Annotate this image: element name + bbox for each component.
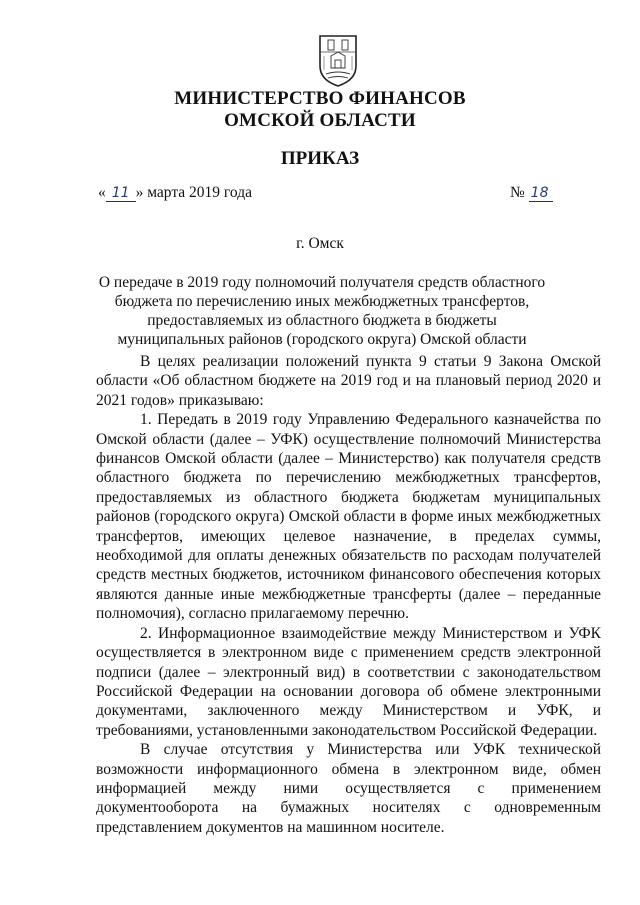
body-paragraph: В случае отсутствия у Министерства или УФК технической возможности информационного обмена в электронном виде, обмен информацией между ними осуществляется с применением документооборота на бумажных носителях с одновременным представлением документов на машинном носителе. <box>96 741 601 836</box>
document-body <box>96 352 601 837</box>
ministry-name-line1: МИНИСТЕРСТВО ФИНАНСОВ <box>174 88 466 109</box>
document-subject: О передаче в 2019 году полномочий получателя средств областного бюджета по перечислению иных межбюджетных трансфертов, предоставляемых из областного бюджета в бюджеты муниципальных районов (городского округа) Омской области <box>98 274 546 348</box>
number-value-handwritten: 18 <box>529 185 553 202</box>
body-paragraph: 1. Передать в 2019 году Управлению Федерального казначейства по Омской области (далее – УФК) осуществление полномочий Министерства финансов Омской области (далее – Министерство) как получателя средств областного бюджета по перечислению межбюджетных трансфертов, предоставляемых из областного бюджета бюджетам муниципальных районов (городского округа) Омской области в форме иных межбюджетных трансфертов, имеющих целевое назначение, в пределах суммы, необходимой для оплаты денежных обязательств по расходам получателей средств местных бюджетов, источником финансового обеспечения которых являются данные иные межбюджетные трансферты (далее – переданные полномочия), согласно прилагаемому перечню. <box>96 411 601 623</box>
body-paragraph: 2. Информационное взаимодействие между Министерством и УФК осуществляется в электронном виде с применением средств электронной подписи (далее – электронный вид) в соответствии с законодательством Российской Федерации на основании договора об обмене электронными документами, заключенного между Министерством и УФК, и требованиями, установленными законодательством Российской Федерации. <box>96 624 601 739</box>
date-month-year: марта 2019 года <box>147 184 252 201</box>
body-paragraph: В целях реализации положений пункта 9 статьи 9 Закона Омской области «Об областном бюджете на 2019 год и на плановый период 2020 и 2021 годов» приказываю: <box>96 353 601 409</box>
number-label: № <box>510 184 525 201</box>
city-name: г. Омск <box>296 235 344 252</box>
omsk-coat-of-arms-icon <box>316 32 360 88</box>
date-quote-close: » <box>135 184 144 201</box>
document-date <box>98 184 252 202</box>
document-type-title: ПРИКАЗ <box>280 148 360 169</box>
ministry-name-line2: ОМСКОЙ ОБЛАСТИ <box>224 110 416 131</box>
date-day-handwritten: 11 <box>106 185 136 202</box>
date-quote-open: « <box>98 184 106 201</box>
document-number <box>510 184 553 202</box>
